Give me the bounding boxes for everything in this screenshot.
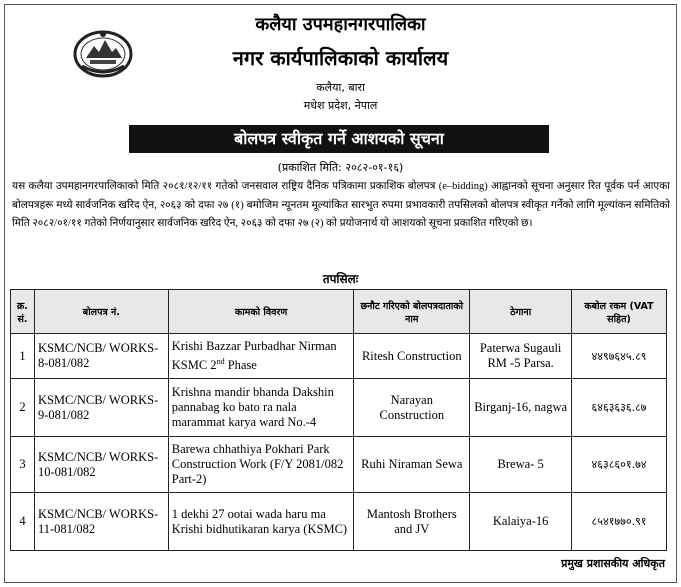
notice-body: यस कलैया उपमहानगरपालिकाको मिति २०८१/१२/११ गतेको जनसवाल राष्ट्रिय दैनिक पत्रिकामा प्रकाशिक बोलपत्र (e–bidding) आह्वानको सूचना अनुसार रित पूर्वक पर्न आएका बोलपत्रहरू मध्ये सार्वजनिक खरिद ऐन, २०६३ को दफा २७ (१) बमोजिम न्यूनतम मूल्यांकित सारभुत रुपमा प्रभावकारी तपसिलको बोलपत्र स्वीकृत गर्नेको लागि मूल्यांकन समितिको मिति २०८२/०१/११ गतेको निर्णयानुसार सार्वजनिक खरिद ऐन, २०६३ को दफा २७ (२) को प्रयोजनार्थ यो आशयको सूचना प्रकाशित गरिएको छ। (12, 181, 670, 229)
row-amount: ६४६३६३६.८७ (572, 379, 667, 437)
row-work-suffix: Phase (224, 358, 257, 373)
office-province: मधेश प्रदेश, नेपाल (303, 99, 378, 112)
row-sn: 3 (11, 437, 35, 493)
row-bid-no: KSMC/NCB/ WORKS-8-081/082 (34, 334, 168, 379)
details-label: तपसिलः (322, 272, 359, 286)
table-header-row (11, 290, 667, 334)
header-location: ठेगाना (470, 290, 572, 334)
table-row (11, 437, 667, 493)
office-city: कलैया, बारा (316, 81, 365, 94)
row-amount: ४४९७६४५.८९ (572, 334, 667, 379)
row-bid-no: KSMC/NCB/ WORKS-11-081/082 (34, 493, 168, 551)
row-work: 1 dekhi 27 ootai wada haru ma Krishi bidhutikaran karya (KSMC) (168, 493, 354, 551)
row-location: Kalaiya-16 (470, 493, 572, 551)
row-sn: 2 (11, 379, 35, 437)
row-location: Paterwa Sugauli RM -5 Parsa. (470, 334, 572, 379)
row-sn: 4 (11, 493, 35, 551)
row-sn: 1 (11, 334, 35, 379)
row-bidder: Narayan Construction (354, 379, 470, 437)
signature-title: प्रमुख प्रशासकीय अधिकृत (561, 557, 665, 570)
notice-title: बोलपत्र स्वीकृत गर्ने आशयको सूचना (129, 125, 549, 153)
row-work: Krishna mandir bhanda Dakshin pannabag ko bato ra nala marammat karya ward No.-4 (168, 379, 354, 437)
row-amount: ४६३८६०१.७४ (572, 437, 667, 493)
header-work: कामको विवरण (168, 290, 354, 334)
row-bid-no: KSMC/NCB/ WORKS-10-081/082 (34, 437, 168, 493)
header-bidder: छनौट गरिएको बोलपत्रदाताको नाम (354, 290, 470, 334)
row-bidder: Mantosh Brothers and JV (354, 493, 470, 551)
municipality-name: कलैया उपमहानगरपालिका (255, 14, 426, 35)
header-bid-no: बोलपत्र नं. (34, 290, 168, 334)
row-location: Brewa- 5 (470, 437, 572, 493)
table-row (11, 493, 667, 551)
header-sn: क्र. सं. (11, 290, 35, 334)
row-work-text: Krishi Bazzar Purbadhar Nirman KSMC 2 (171, 338, 337, 373)
row-work (168, 334, 354, 379)
header-amount: कबोल रकम (VAT सहित) (572, 290, 667, 334)
published-date: (प्रकाशित मिति: २०८२-०१-१६) (277, 161, 404, 174)
row-bid-no: KSMC/NCB/ WORKS-9-081/082 (34, 379, 168, 437)
bid-table (10, 289, 667, 551)
row-bidder: Ruhi Niraman Sewa (354, 437, 470, 493)
row-bidder: Ritesh Construction (354, 334, 470, 379)
row-amount: ८५४१७७०.९१ (572, 493, 667, 551)
row-work-sup: nd (216, 356, 225, 366)
row-location: Birganj-16, nagwa (470, 379, 572, 437)
row-work: Barewa chhathiya Pokhari Park Construction Work (F/Y 2081/082 Part-2) (168, 437, 354, 493)
table-row (11, 379, 667, 437)
table-row (11, 334, 667, 379)
office-name: नगर कार्यपालिकाको कार्यालय (232, 46, 449, 70)
